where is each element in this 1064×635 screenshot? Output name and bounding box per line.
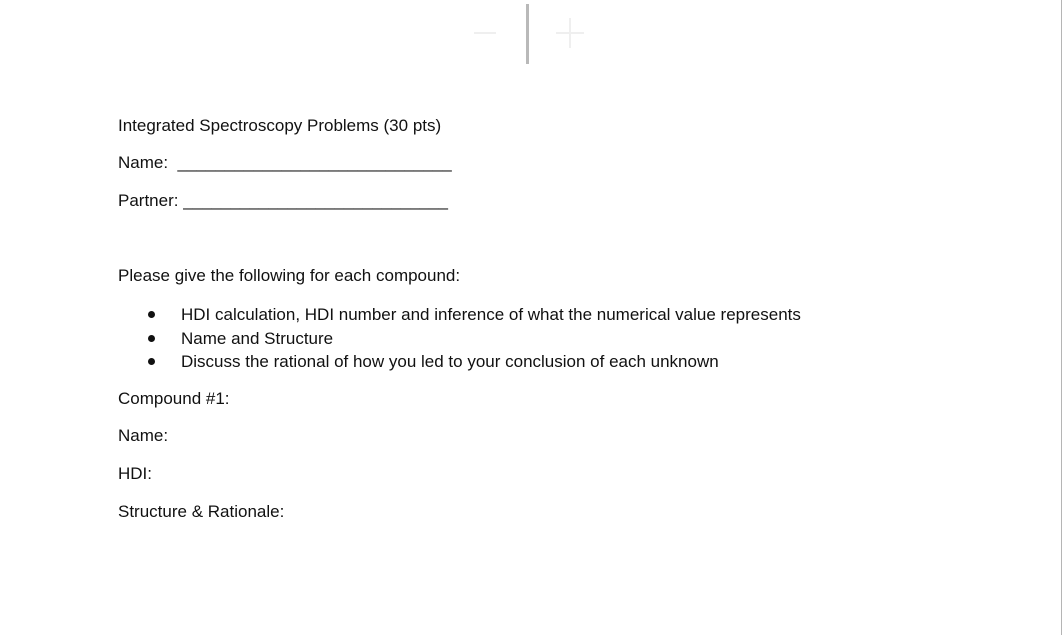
list-item-text: Discuss the rational of how you led to your conclusion of each unknown bbox=[181, 352, 719, 371]
text-cursor-bar bbox=[526, 4, 529, 64]
page-right-edge bbox=[1061, 0, 1062, 635]
bullet-icon bbox=[148, 358, 155, 365]
name-field-line[interactable]: Name: _____________________________ bbox=[118, 153, 452, 172]
list-item[interactable] bbox=[118, 350, 801, 374]
minus-mark bbox=[474, 32, 496, 34]
instructions-text[interactable]: Please give the following for each compound: bbox=[118, 266, 461, 285]
bullet-icon bbox=[148, 311, 155, 318]
compound-structure-label[interactable]: Structure & Rationale: bbox=[118, 502, 285, 521]
list-item[interactable] bbox=[118, 327, 801, 351]
list-item[interactable] bbox=[118, 303, 801, 327]
document-title[interactable]: Integrated Spectroscopy Problems (30 pts) bbox=[118, 116, 442, 135]
bullet-icon bbox=[148, 335, 155, 342]
compound-heading[interactable]: Compound #1: bbox=[118, 389, 230, 408]
compound-name-label[interactable]: Name: bbox=[118, 426, 169, 445]
list-item-text: HDI calculation, HDI number and inference of what the numerical value represents bbox=[181, 305, 801, 324]
requirements-list bbox=[118, 303, 801, 374]
list-item-text: Name and Structure bbox=[181, 328, 334, 348]
header-boundary-marker bbox=[470, 0, 590, 66]
partner-field-line[interactable]: Partner: ____________________________ bbox=[118, 191, 448, 210]
plus-mark-vertical bbox=[569, 18, 571, 48]
compound-hdi-label[interactable]: HDI: bbox=[118, 464, 152, 483]
